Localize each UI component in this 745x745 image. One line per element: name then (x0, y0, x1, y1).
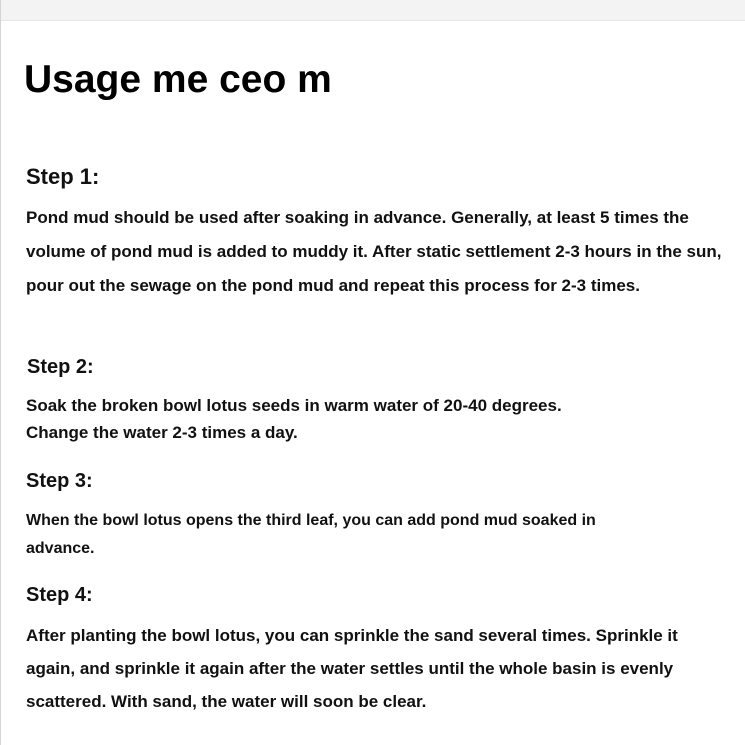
top-bar-divider (0, 20, 745, 21)
step-1-heading: Step 1: (26, 164, 100, 189)
step-1-text: Pond mud should be used after soaking in advance. Generally, at least 5 times the volume of pond mud is added to muddy it. After static settlement 2-3 hours in the sun, pour out the sewage on the pond mud and repeat this process for 2-3 times. (26, 208, 722, 295)
step-3-text: When the bowl lotus opens the third leaf, you can add pond mud soaked in advance. (26, 512, 596, 557)
step-2-line-2: Change the water 2-3 times a day. (26, 423, 298, 442)
step-3-heading: Step 3: (26, 470, 93, 492)
left-edge-border (0, 0, 1, 745)
page-title: Usage me ceo m (24, 58, 332, 101)
step-4-text: After planting the bowl lotus, you can sprinkle the sand several times. Sprinkle it again, and sprinkle it again after the water settles until the whole basin is evenly scattered. With sand, the water will soon be clear. (26, 626, 678, 711)
step-2-heading: Step 2: (27, 356, 94, 378)
top-bar (0, 0, 745, 21)
step-2-text (26, 392, 726, 446)
step-4-heading: Step 4: (26, 584, 93, 606)
step-2-line-1: Soak the broken bowl lotus seeds in warm water of 20-40 degrees. (26, 396, 562, 415)
